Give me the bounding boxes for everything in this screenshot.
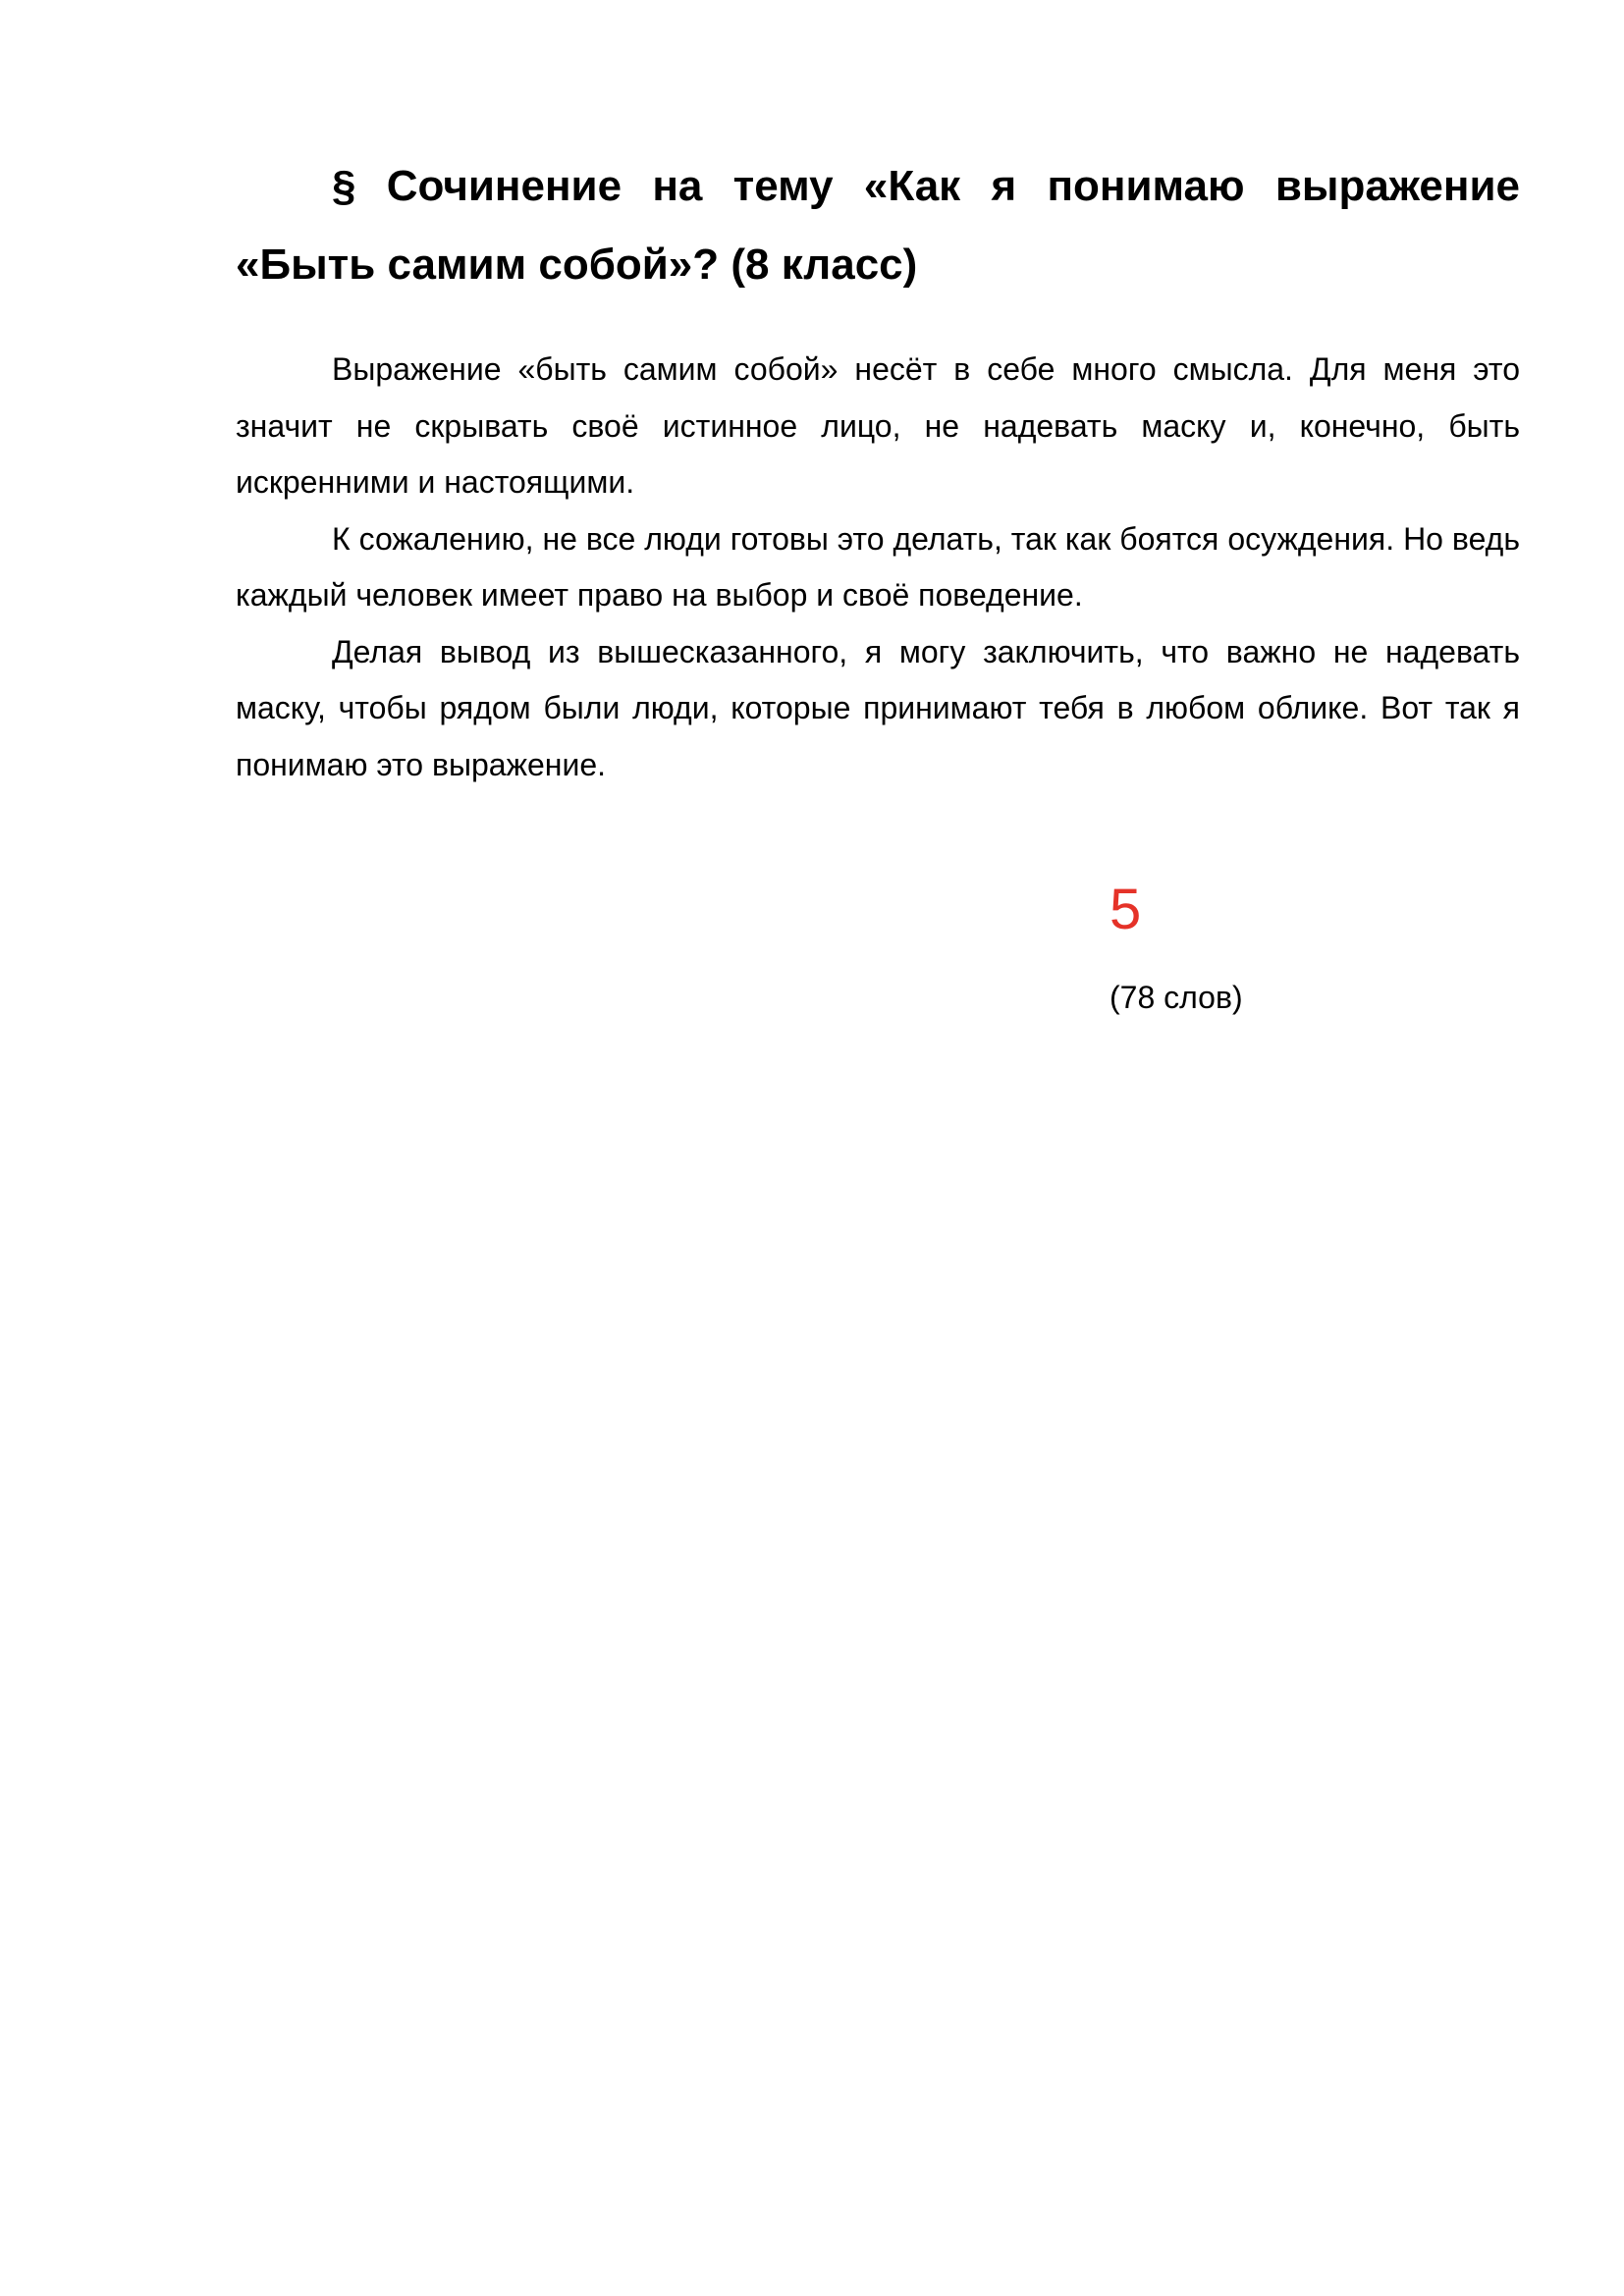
essay-body <box>236 342 1520 793</box>
essay-title: § Сочинение на тему «Как я понимаю выражение «Быть самим собой»? (8 класс) <box>236 162 1520 289</box>
essay-paragraph-3: Делая вывод из вышесказанного, я могу заключить, что важно не надевать маску, чтобы рядом были люди, которые принимают тебя в любом облике. Вот так я понимаю это выражение. <box>236 633 1520 782</box>
essay-content <box>236 147 1520 793</box>
essay-paragraph-1: Выражение «быть самим собой» несёт в себе много смысла. Для меня это значит не скрывать своё истинное лицо, не надевать маску и, конечно, быть искренними и настоящими. <box>236 351 1520 500</box>
grade-mark: 5 <box>1110 878 1142 941</box>
essay-paragraph-2: К сожалению, не все люди готовы это делать, так как боятся осуждения. Но ведь каждый человек имеет право на выбор и своё поведение. <box>236 520 1520 613</box>
word-count: (78 слов) <box>1110 980 1243 1015</box>
